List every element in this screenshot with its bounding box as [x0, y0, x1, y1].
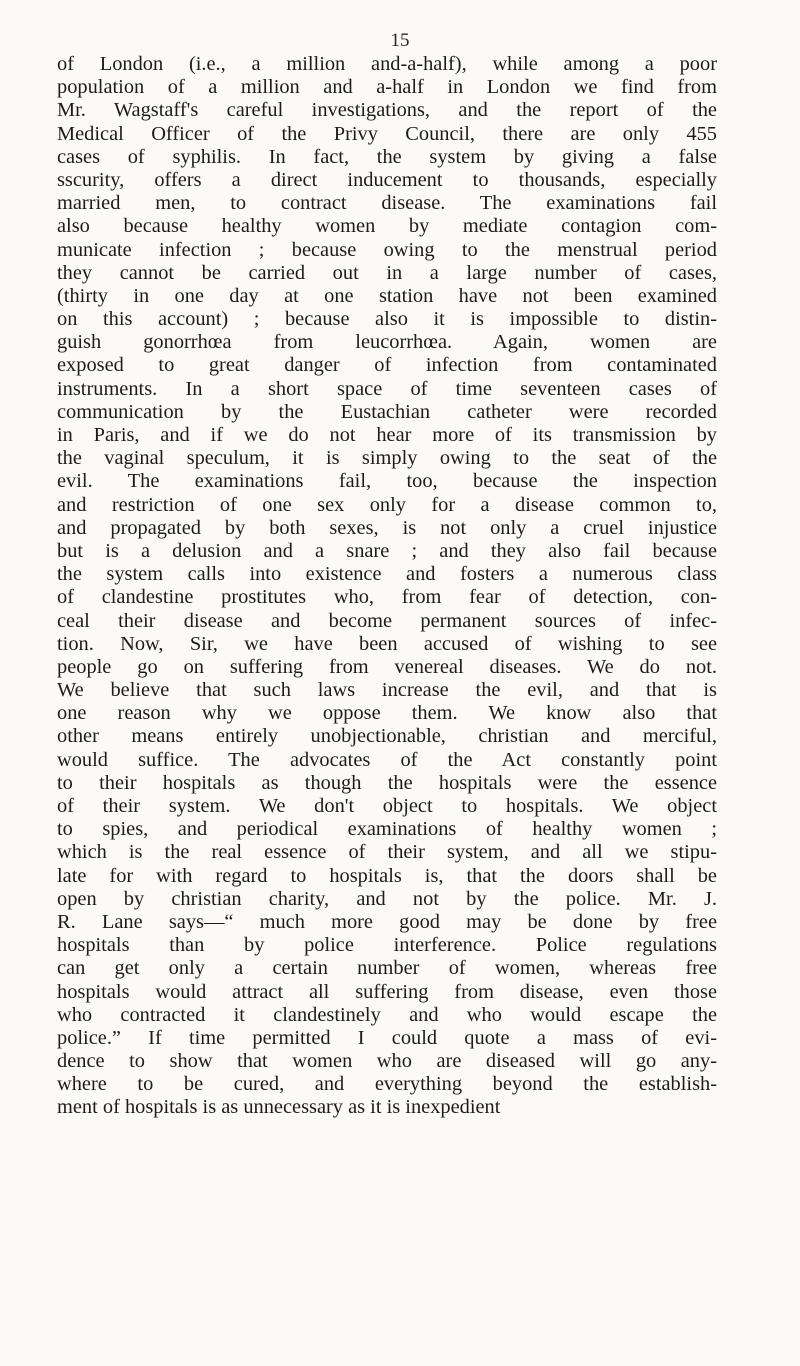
text-line: of London (i.e., a million and-a-half), while among a poor [57, 53, 717, 75]
text-line: guish gonorrhœa from leucorrhœa. Again, women are [57, 331, 717, 354]
text-line: late for with regard to hospitals is, that the doors shall be [57, 864, 717, 887]
text-line: exposed to great danger of infection from contaminated [57, 354, 717, 377]
text-line: police.” If time permitted I could quote a mass of evi- [57, 1026, 717, 1049]
text-line: the vaginal speculum, it is simply owing to the seat of the [57, 447, 717, 470]
text-line: to spies, and periodical examinations of healthy women ; [57, 818, 717, 841]
text-line: ceal their disease and become permanent sources of infec- [57, 609, 717, 632]
text-line: Medical Officer of the Privy Council, there are only 455 [57, 122, 717, 145]
text-line: of clandestine prostitutes who, from fear of detection, con- [57, 586, 717, 609]
text-line: of their system. We don't object to hospitals. We object [57, 795, 717, 817]
text-line: one reason why we oppose them. We know also that [57, 702, 717, 725]
text-line: who contracted it clandestinely and who would escape the [57, 1003, 717, 1026]
text-line: instruments. In a short space of time seventeen cases of [57, 377, 717, 400]
text-line: other means entirely unobjectionable, christian and merciful, [57, 725, 717, 748]
text-line: hospitals would attract all suffering from disease, even those [57, 980, 717, 1003]
text-line: can get only a certain number of women, whereas free [57, 957, 717, 980]
text-line: ment of hospitals is as unnecessary as it is inexpedient [57, 1096, 501, 1119]
text-line: they cannot be carried out in a large number of cases, [57, 261, 717, 284]
text-line: open by christian charity, and not by the police. Mr. J. [57, 887, 717, 910]
text-line: population of a million and a-half in London we find from [57, 76, 717, 99]
text-line: also because healthy women by mediate contagion com- [57, 215, 717, 238]
text-line: (thirty in one day at one station have not been examined [57, 284, 717, 307]
text-line: but is a delusion and a snare ; and they also fail because [57, 539, 717, 562]
text-line: on this account) ; because also it is impossible to distin- [57, 308, 717, 331]
text-line: the system calls into existence and fosters a numerous class [57, 563, 717, 586]
body-text [57, 53, 717, 1120]
text-line: cases of syphilis. In fact, the system by giving a false [57, 145, 717, 168]
text-line: sscurity, offers a direct inducement to thousands, especially [57, 168, 717, 191]
text-line: would suffice. The advocates of the Act constantly point [57, 748, 717, 771]
text-line: and propagated by both sexes, is not only a cruel injustice [57, 516, 717, 539]
text-line: and restriction of one sex only for a disease common to, [57, 493, 717, 516]
text-line: people go on suffering from venereal diseases. We do not. [57, 655, 717, 678]
text-line: We believe that such laws increase the evil, and that is [57, 679, 717, 702]
text-line: where to be cured, and everything beyond the establish- [57, 1073, 717, 1096]
text-line: Mr. Wagstaff's careful investigations, and the report of the [57, 99, 717, 122]
text-line: hospitals than by police interference. Police regulations [57, 934, 717, 957]
text-line: which is the real essence of their system, and all we stipu- [57, 841, 717, 864]
text-line: tion. Now, Sir, we have been accused of wishing to see [57, 632, 717, 655]
page-number: 15 [390, 30, 410, 51]
text-line: evil. The examinations fail, too, because the inspection [57, 470, 717, 493]
text-line: dence to show that women who are diseased will go any- [57, 1050, 717, 1073]
text-line: municate infection ; because owing to the menstrual period [57, 238, 717, 261]
text-line: to their hospitals as though the hospitals were the essence [57, 771, 717, 794]
text-line: married men, to contract disease. The examinations fail [57, 192, 717, 215]
text-line: R. Lane says—“ much more good may be done by free [57, 910, 717, 933]
text-line: in Paris, and if we do not hear more of its transmission by [57, 424, 717, 446]
text-line: communication by the Eustachian catheter were recorded [57, 400, 717, 423]
